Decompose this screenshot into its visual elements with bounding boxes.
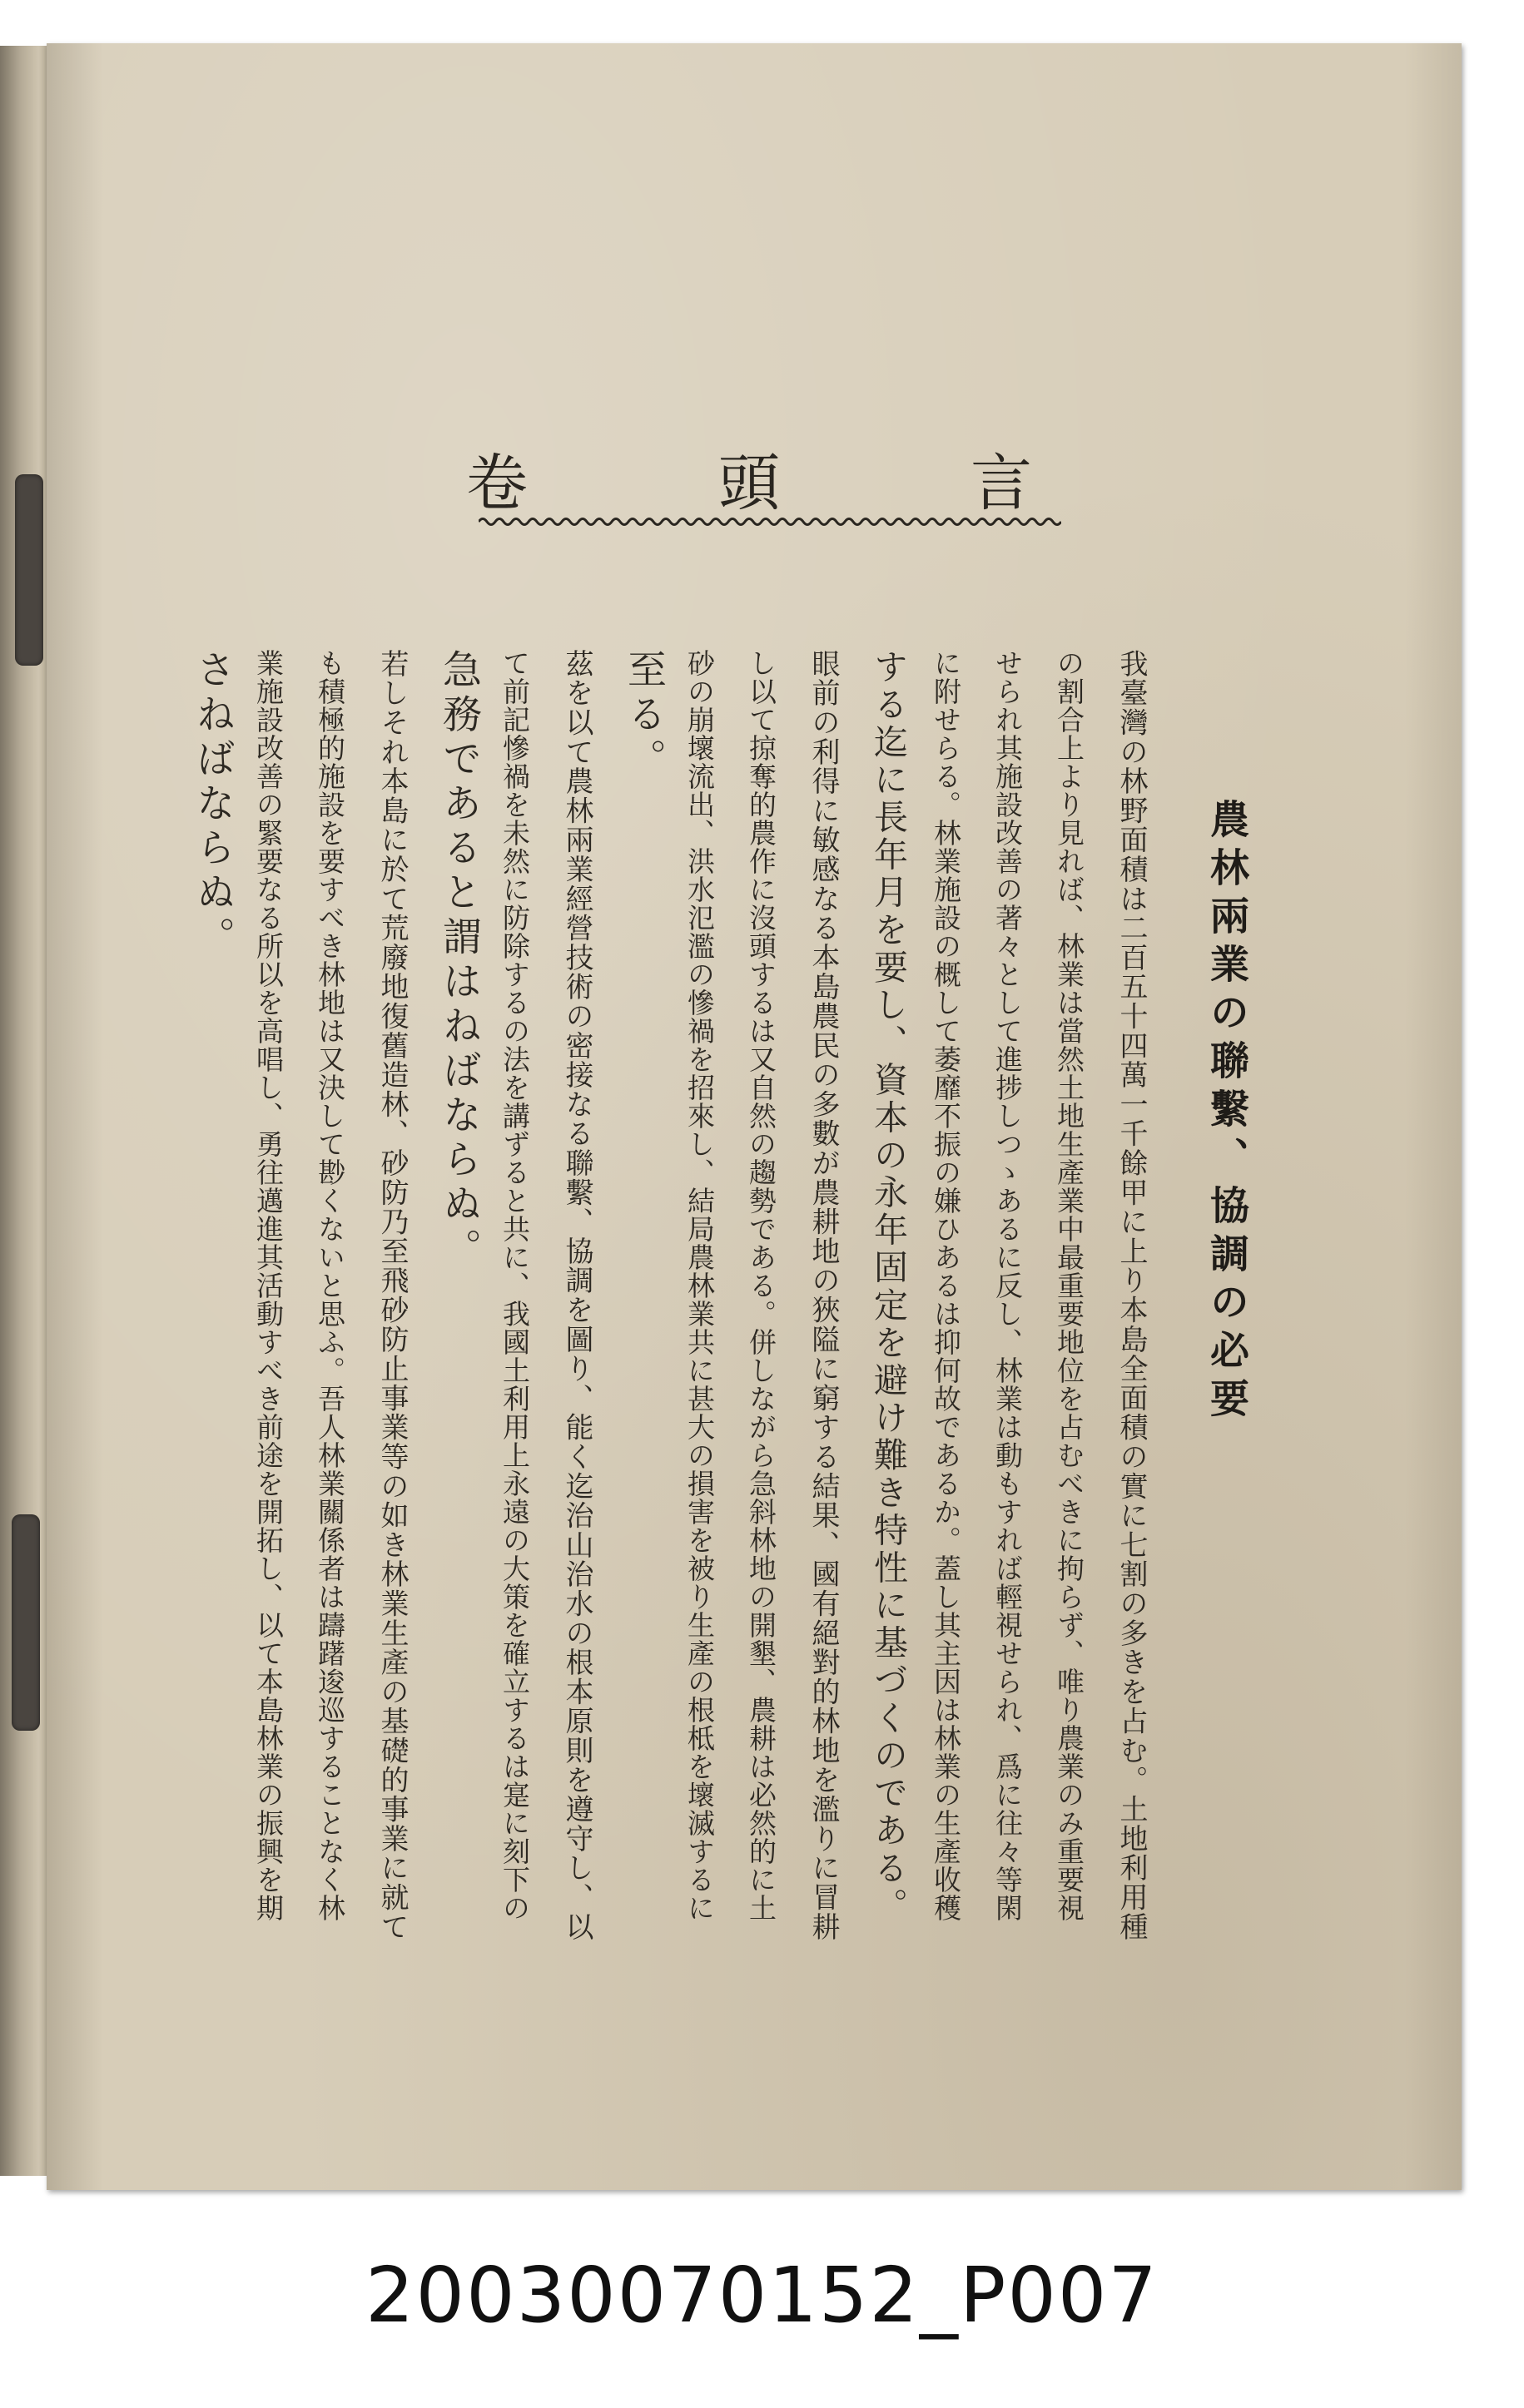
text-column: 至る。 xyxy=(621,649,667,783)
text-column: 業施設改善の緊要なる所以を高唱し、勇往邁進其活動すべき前途を開拓し、以て本島林業の振興を期 xyxy=(252,649,285,1922)
section-heading: 農林兩業の聯繫、協調の必要 xyxy=(1204,799,1249,1426)
text-column: の割合上より見れば、林業は當然土地生產業中最重要地位を占むべきに拘らず、唯り農業のみ重要視 xyxy=(1053,649,1085,1922)
text-column: 眼前の利得に敏感なる本島農民の多數が農耕地の狹隘に窮する結果、國有絕對的林地を濫りに冒耕 xyxy=(807,649,840,1942)
binding-string-bottom xyxy=(12,1514,40,1731)
text-column: て前記慘禍を未然に防除するの法を講ずると共に、我國土利用上永遠の大策を確立するは寔に刻下の xyxy=(499,649,531,1922)
text-column: に附せらる。林業施設の概して萎靡不振の嫌ひあるは抑何故であるか。蓋し其主因は林業の生產收穫 xyxy=(930,649,962,1922)
text-column: 砂の崩壞流出、洪水氾濫の慘禍を招來し、結局農林業共に甚大の損害を被り生產の根柢を壞滅するに xyxy=(683,649,716,1922)
text-column: 急務であると謂はねばならぬ。 xyxy=(436,649,482,1272)
page-title xyxy=(466,433,1032,524)
title-wavy-underline xyxy=(479,514,1061,529)
image-caption: 20030070152_P007 xyxy=(365,2251,1159,2340)
text-column: し以て掠奪的農作に沒頭するは又自然の趨勢である。併しながら急斜林地の開墾、農耕は必然的に土 xyxy=(745,649,777,1922)
text-column: 茲を以て農林兩業經營技術の密接なる聯繫、協調を圖り、能く迄治山治水の根本原則を遵守し、以 xyxy=(560,649,593,1942)
binding-string-top xyxy=(15,474,43,666)
text-column: さねばならぬ。 xyxy=(190,649,236,961)
title-char: 卷 xyxy=(466,448,528,519)
text-column: せられ其施設改善の著々として進捗しつゝあるに反し、林業は動もすれば輕視せられ、爲に往々等閑 xyxy=(991,649,1024,1922)
title-char: 頭 xyxy=(718,448,780,519)
title-char: 言 xyxy=(970,448,1032,519)
text-column: 我臺灣の林野面積は二百五十四萬一千餘甲に上り本島全面積の實に七割の多きを占む。土地利用種 xyxy=(1114,649,1148,1942)
text-column: も積極的施設を要すべき林地は又決して尠くないと思ふ。吾人林業關係者は躊躇逡巡することなく林 xyxy=(314,649,346,1922)
text-column: する迄に長年月を要し、資本の永年固定を避け難き特性に基づくのである。 xyxy=(868,649,908,1925)
book-spine xyxy=(0,46,52,2176)
text-column: 若しそれ本島に於て荒廢地復舊造林、砂防乃至飛砂防止事業等の如き林業生產の基礎的事業に就て xyxy=(375,649,409,1942)
